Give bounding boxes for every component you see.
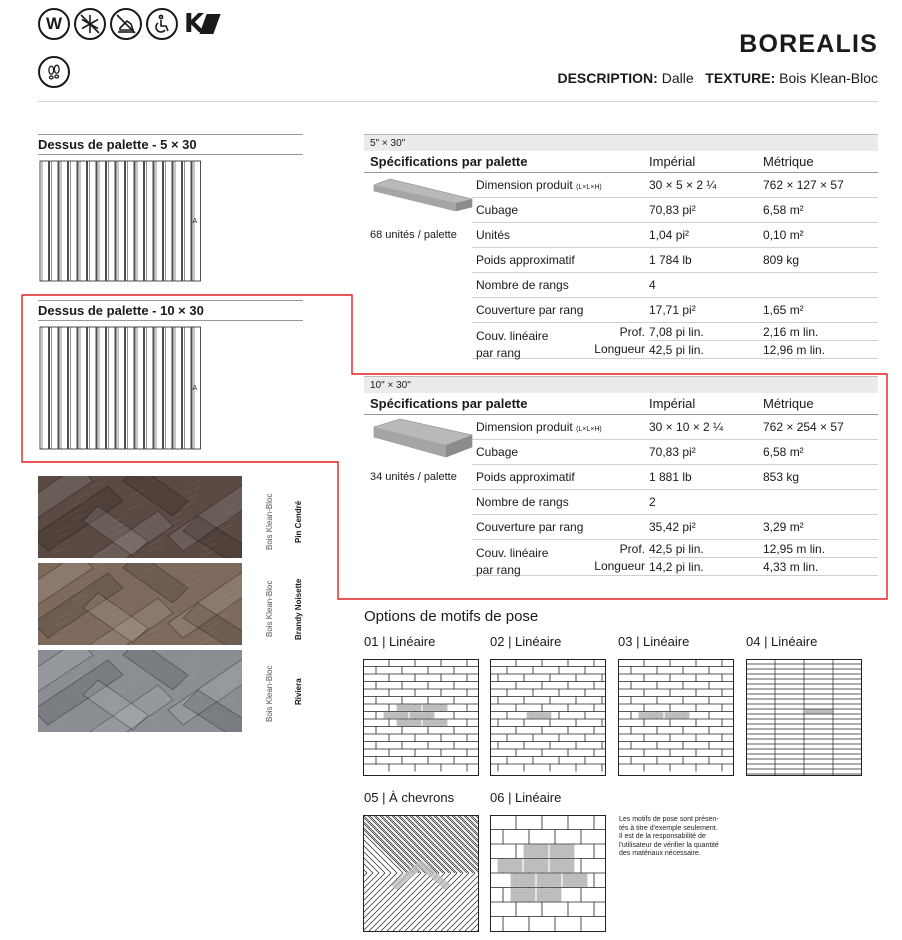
pallet-slab xyxy=(50,327,59,449)
pallet-slab xyxy=(135,327,144,449)
sub-label-length: Longueur xyxy=(594,559,645,573)
spec-row xyxy=(472,273,878,298)
texture-label: TEXTURE: xyxy=(705,70,776,86)
spec-row-linear xyxy=(472,323,878,359)
pattern-05-herringbone xyxy=(363,815,479,932)
row-label: Poids approximatif xyxy=(476,253,575,267)
pallet-slab xyxy=(97,161,106,281)
imperial-value: 1,04 pi² xyxy=(649,228,690,242)
pattern-03-linear xyxy=(618,659,734,776)
footprint-icon xyxy=(38,56,70,88)
row-label: Dimension produit xyxy=(476,178,573,192)
swatch-name-label: Brandy Noisette xyxy=(294,578,303,640)
spec-row xyxy=(472,440,878,465)
spec-header xyxy=(364,393,878,415)
pallet-slab xyxy=(164,327,173,449)
pose-option-label: 05 | À chevrons xyxy=(364,790,455,805)
metric-value: 2,16 m lin. xyxy=(763,323,878,341)
metric-value: 1,65 m² xyxy=(763,303,804,317)
imperial-value: 1 784 lb xyxy=(649,253,692,267)
row-label-note: (L×L×H) xyxy=(576,184,602,191)
imperial-value: 14,2 pi lin. xyxy=(649,560,704,574)
no-slip-icon xyxy=(110,8,142,40)
row-label: Couverture par rang xyxy=(476,303,584,317)
pose-note: Les motifs de pose sont présen- tés à titre d'exemple seulement. Il est de la responsabilité de l'utilisateur de vérifier la quantité des matériaux nécessaire. xyxy=(619,816,719,858)
pose-option-label: 01 | Linéaire xyxy=(364,634,436,649)
metric-value: 12,95 m lin. xyxy=(763,540,878,558)
kw-logo xyxy=(184,8,217,40)
pallet-slab xyxy=(116,327,125,449)
spec-row xyxy=(472,198,878,223)
row-label: Couv. linéaire par rang xyxy=(476,329,549,360)
description-value: Dalle xyxy=(661,70,694,86)
pallet-slab xyxy=(40,327,49,449)
product-image xyxy=(368,179,476,211)
pallet-slab xyxy=(164,161,173,281)
metric-value: 0,10 m² xyxy=(763,228,804,242)
imperial-header: Impérial xyxy=(649,396,696,411)
metric-value: 4,33 m lin. xyxy=(763,560,819,574)
pose-option-label: 02 | Linéaire xyxy=(490,634,562,649)
spec-row xyxy=(472,298,878,323)
imperial-value: 70,83 pi² xyxy=(649,203,696,217)
swatch-brandy-noisette xyxy=(38,563,242,645)
wheelchair-icon xyxy=(146,8,178,40)
spec-row xyxy=(472,515,878,540)
pose-option-label: 06 | Linéaire xyxy=(490,790,562,805)
spec-table-10x30 xyxy=(364,376,878,576)
row-label: Poids approximatif xyxy=(476,470,575,484)
imperial-value: 30 × 5 × 2 ¼ xyxy=(649,178,717,192)
spec-header xyxy=(364,151,878,173)
pallet-top-5x30 xyxy=(38,134,303,287)
pallet-slab xyxy=(69,327,78,449)
sub-label-depth: Prof. xyxy=(619,542,645,556)
metric-value: 3,29 m² xyxy=(763,520,804,534)
pallet-slab xyxy=(59,327,68,449)
swatch-name-label: Riviera xyxy=(294,678,303,705)
swatch-riviera xyxy=(38,650,242,732)
metric-value: 6,58 m² xyxy=(763,445,804,459)
pallet-slab xyxy=(126,161,135,281)
metric-value: 762 × 254 × 57 xyxy=(763,420,844,434)
pallet-slab xyxy=(173,327,182,449)
swatch-line-label: Bois Klean-Bloc xyxy=(265,665,274,722)
metric-header: Métrique xyxy=(763,396,814,411)
spec-size: 5" × 30" xyxy=(364,134,878,151)
pose-option-label: 03 | Linéaire xyxy=(618,634,690,649)
pallet-slab xyxy=(40,161,49,281)
row-label: Dimension produit xyxy=(476,420,573,434)
row-label: Nombre de rangs xyxy=(476,495,569,509)
pallet-drawing-10x30 xyxy=(38,325,208,455)
page-title: BOREALIS xyxy=(739,30,878,58)
spec-row xyxy=(472,223,878,248)
pose-option-label: 04 | Linéaire xyxy=(746,634,818,649)
spec-row-linear xyxy=(472,540,878,576)
pattern-06-linear xyxy=(490,815,606,932)
spec-header-label: Spécifications par palette xyxy=(370,396,528,411)
product-image xyxy=(368,419,476,459)
sub-label-depth: Prof. xyxy=(619,325,645,339)
imperial-value: 70,83 pi² xyxy=(649,445,696,459)
spec-row xyxy=(472,173,878,198)
imperial-value: 42,5 pi lin. xyxy=(649,343,704,357)
metric-value: 12,96 m lin. xyxy=(763,343,826,357)
metric-value: 853 kg xyxy=(763,470,800,484)
pallet-slab xyxy=(145,327,154,449)
row-label: Couverture par rang xyxy=(476,520,584,534)
pallet-slab xyxy=(145,161,154,281)
w-icon xyxy=(38,8,70,40)
pallet-title: Dessus de palette - 10 × 30 xyxy=(38,300,303,321)
imperial-value: 4 xyxy=(649,278,656,292)
pallet-slab xyxy=(50,161,59,281)
pattern-04-linear xyxy=(746,659,862,776)
pattern-01-linear xyxy=(363,659,479,776)
metric-value: 809 kg xyxy=(763,253,800,267)
row-label: Cubage xyxy=(476,203,519,217)
pallet-top-10x30 xyxy=(38,300,303,455)
pallet-slab xyxy=(78,327,87,449)
swatch-line-label: Bois Klean-Bloc xyxy=(265,493,274,550)
units-per-pallet: 68 unités / palette xyxy=(370,229,457,241)
pallet-slab xyxy=(97,327,106,449)
imperial-value: 35,42 pi² xyxy=(649,520,696,534)
pallet-slab xyxy=(69,161,78,281)
description-line xyxy=(557,70,878,86)
pallet-slab xyxy=(126,327,135,449)
pallet-title: Dessus de palette - 5 × 30 xyxy=(38,134,303,155)
pallet-slab xyxy=(154,161,163,281)
certification-icons xyxy=(38,8,217,40)
svg-text:A: A xyxy=(192,218,198,225)
pattern-02-linear xyxy=(490,659,606,776)
pallet-slab xyxy=(183,327,192,449)
header-divider xyxy=(38,101,878,102)
row-label: Couv. linéaire par rang xyxy=(476,546,549,577)
sub-label-length: Longueur xyxy=(594,342,645,356)
description-label: DESCRIPTION: xyxy=(557,70,658,86)
pallet-slab xyxy=(88,161,97,281)
spec-row xyxy=(472,415,878,440)
pallet-slab xyxy=(116,161,125,281)
pallet-slab xyxy=(154,327,163,449)
row-label: Cubage xyxy=(476,445,519,459)
pallet-slab xyxy=(78,161,87,281)
row-label: Unités xyxy=(476,228,511,242)
imperial-value: 1 881 lb xyxy=(649,470,692,484)
pallet-slab xyxy=(88,327,97,449)
w-icon-letter: W xyxy=(45,14,63,33)
spec-row xyxy=(472,465,878,490)
pallet-slab xyxy=(173,161,182,281)
pallet-drawing-5x30 xyxy=(38,159,208,287)
pallet-slab xyxy=(107,327,116,449)
spec-row xyxy=(472,490,878,515)
pallet-slab xyxy=(183,161,192,281)
kw-logo-text: K xyxy=(184,9,203,39)
metric-header: Métrique xyxy=(763,154,814,169)
imperial-value: 30 × 10 × 2 ¼ xyxy=(649,420,724,434)
spec-table-5x30 xyxy=(364,134,878,359)
svg-text:A: A xyxy=(192,385,198,392)
spec-size: 10" × 30" xyxy=(364,376,878,393)
imperial-value: 42,5 pi lin. xyxy=(649,540,763,558)
spec-header-label: Spécifications par palette xyxy=(370,154,528,169)
imperial-value: 17,71 pi² xyxy=(649,303,696,317)
metric-value: 6,58 m² xyxy=(763,203,804,217)
metric-value: 762 × 127 × 57 xyxy=(763,178,844,192)
pallet-slab xyxy=(135,161,144,281)
imperial-header: Impérial xyxy=(649,154,696,169)
row-label-note: (L×L×H) xyxy=(576,426,602,433)
pose-options-title: Options de motifs de pose xyxy=(364,608,539,625)
swatch-pin-cendre xyxy=(38,476,242,558)
spec-row xyxy=(472,248,878,273)
row-label: Nombre de rangs xyxy=(476,278,569,292)
snowflake-icon xyxy=(74,8,106,40)
swatch-name-label: Pin Cendré xyxy=(294,500,303,543)
swatch-line-label: Bois Klean-Bloc xyxy=(265,580,274,637)
pallet-slab xyxy=(59,161,68,281)
pallet-slab xyxy=(107,161,116,281)
imperial-value: 7,08 pi lin. xyxy=(649,323,763,341)
imperial-value: 2 xyxy=(649,495,656,509)
texture-value: Bois Klean-Bloc xyxy=(779,70,878,86)
units-per-pallet: 34 unités / palette xyxy=(370,471,457,483)
